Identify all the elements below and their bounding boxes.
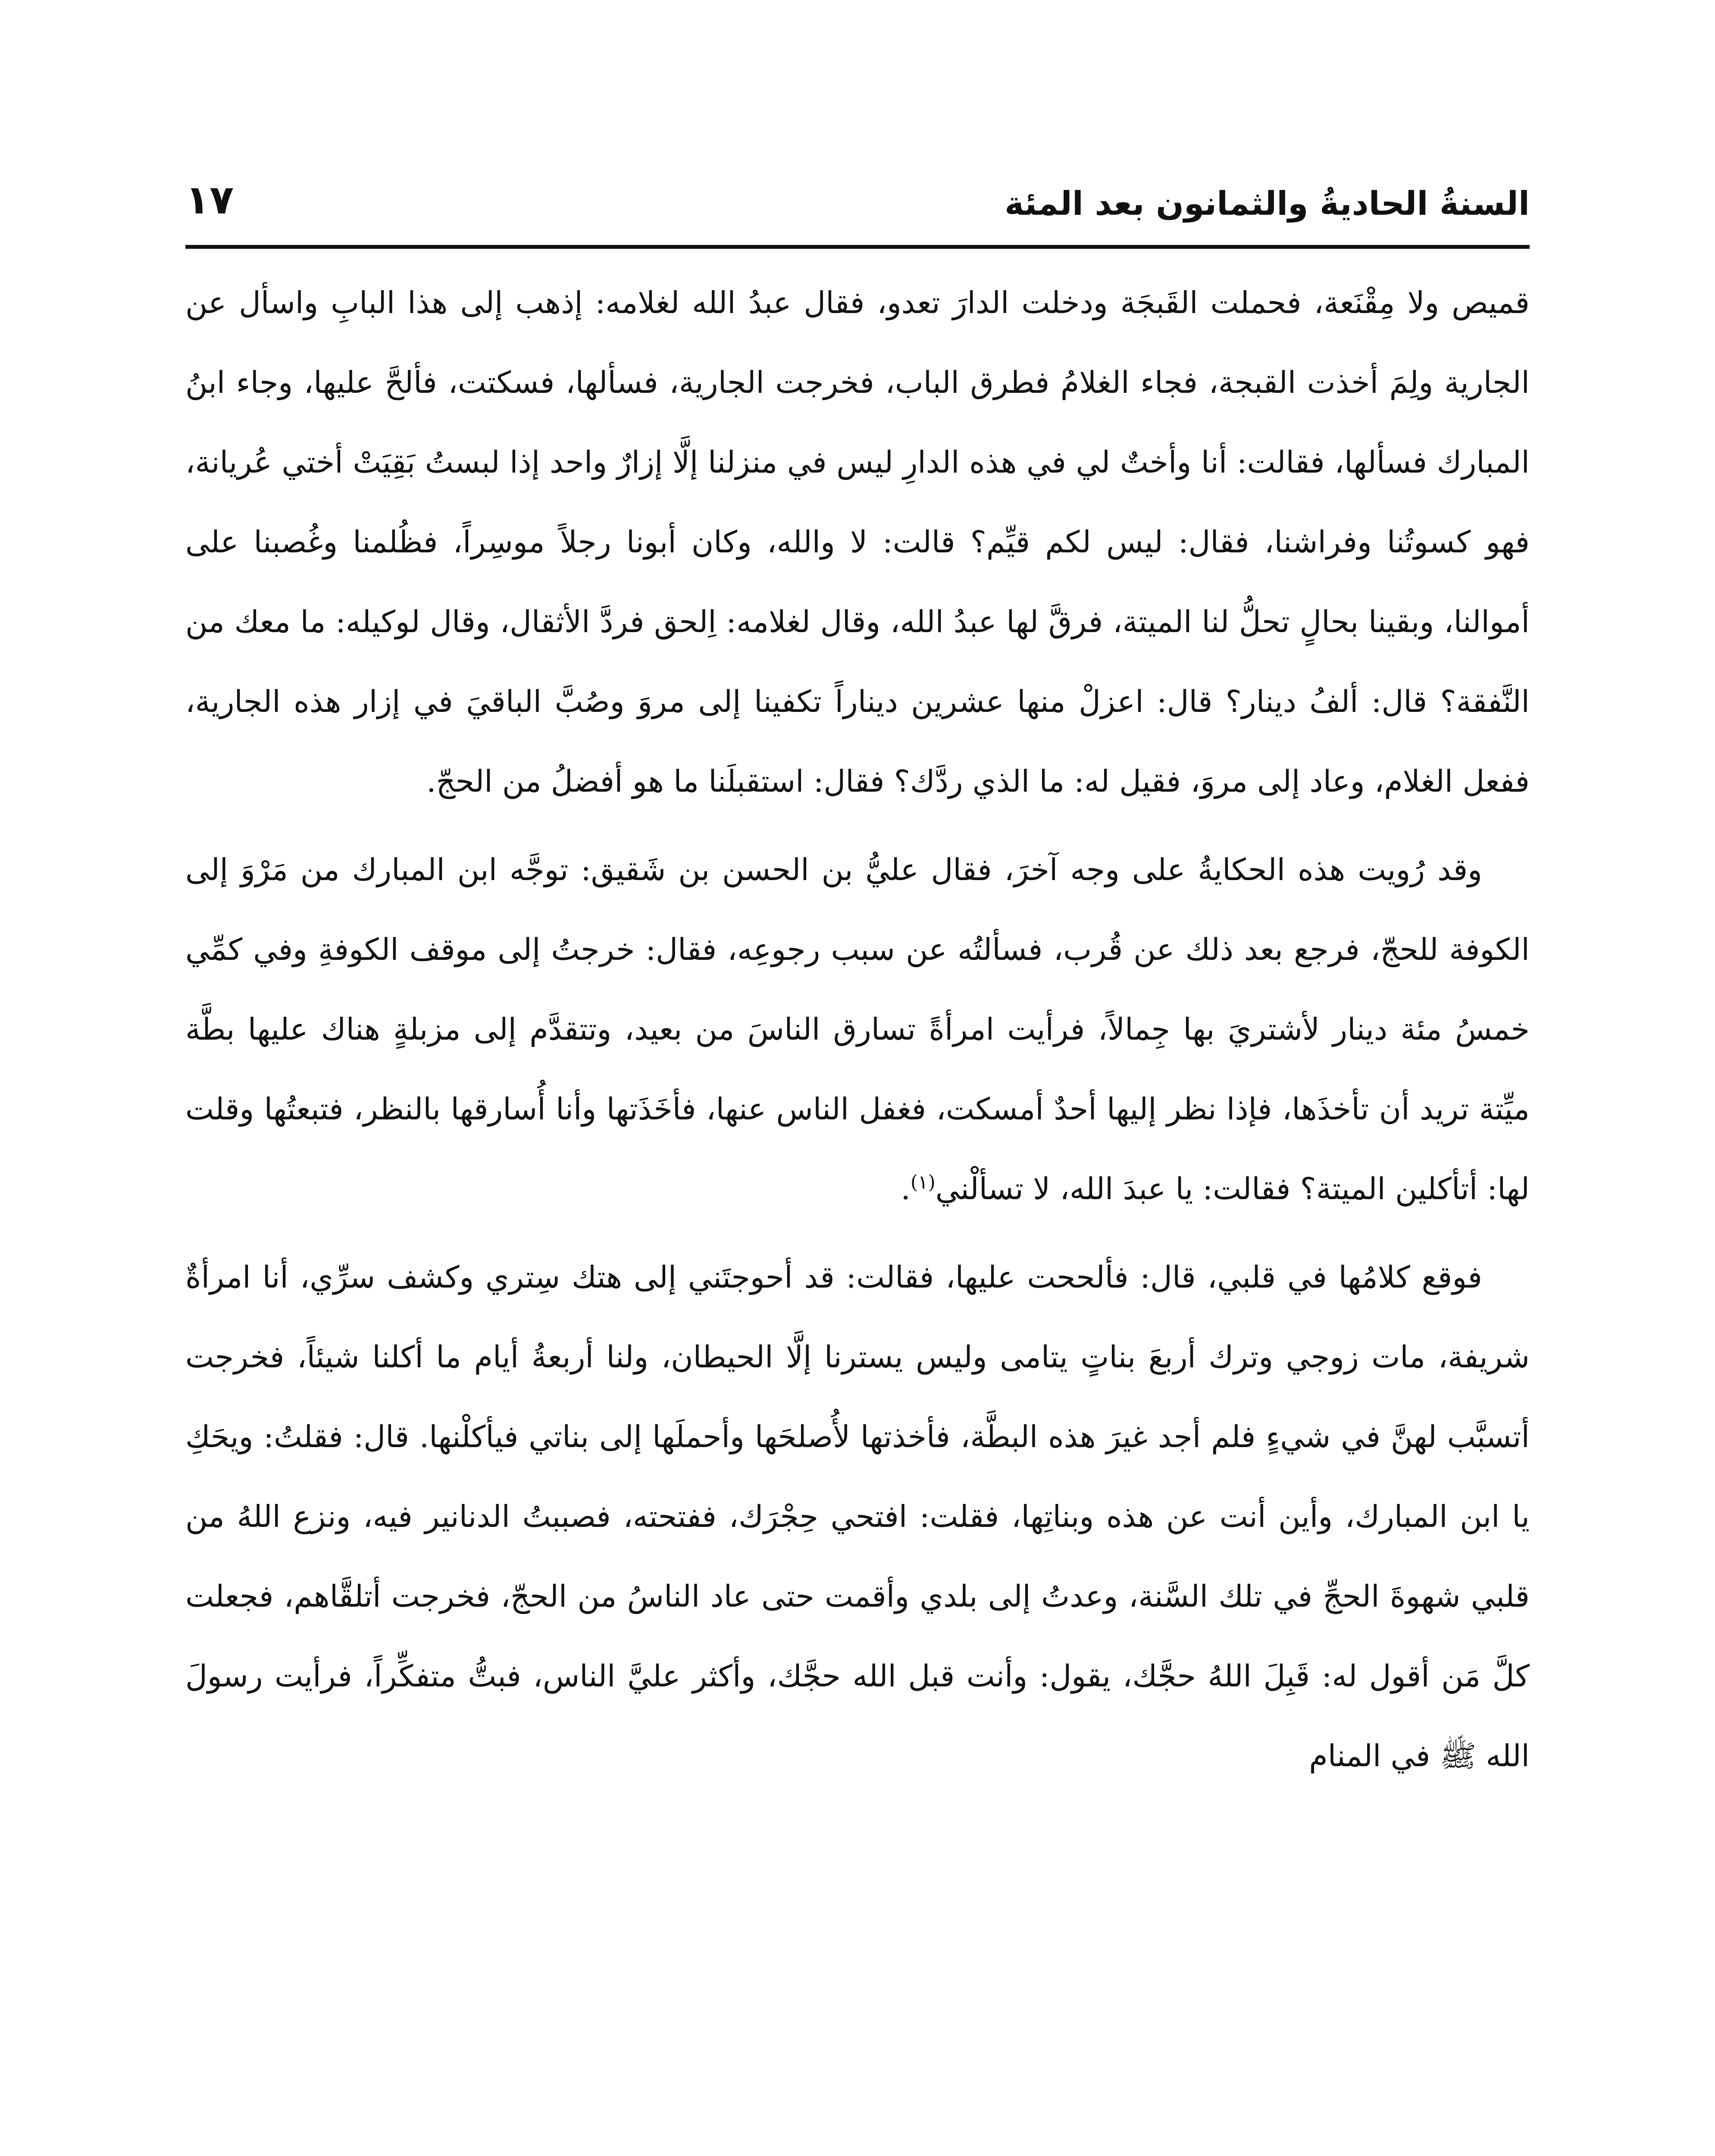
- page-header: [185, 155, 1530, 223]
- running-title: السنةُ الحاديةُ والثمانون بعد المئة: [1005, 184, 1530, 222]
- paragraph-2-end-mark: .: [901, 1171, 911, 1206]
- paragraph-1: قميص ولا مِقْنَعة، فحملت القَبجَة ودخلت الدارَ تعدو، فقال عبدُ الله لغلامه: إذهب إلى هذا البابِ واسأل عن الجارية ولِمَ أخذت القبجة، فجاء الغلامُ فطرق الباب، فخرجت الجارية، فسألها، فسكتت، فألحَّ عليها، وجاء ابنُ المبارك فسألها، فقالت: أنا وأختٌ لي في هذه الدارِ ليس في منزلنا إلَّا إزارٌ واحد إذا لبستُ بَقِيَتْ أختي عُريانة، فهو كسوتُنا وفراشنا، فقال: ليس لكم قيِّم؟ قالت: لا والله، وكان أبونا رجلاً موسِراً، فظُلمنا وغُصبنا على أموالنا، وبقينا بحالٍ تحلُّ لنا الميتة، فرقَّ لها عبدُ الله، وقال لغلامه: اِلحق فردَّ الأثقال، وقال لوكيله: ما معك من النَّفقة؟ قال: ألفُ دينار؟ قال: اعزلْ منها عشرين ديناراً تكفينا إلى مروَ وصُبَّ الباقيَ في إزار هذه الجارية، ففعل الغلام، وعاد إلى مروَ، فقيل له: ما الذي ردَّك؟ فقال: استقبلَنا ما هو أفضلُ من الحجّ.: [185, 285, 1530, 799]
- body-text: [185, 263, 1530, 2156]
- footnote-reference: (١): [910, 1171, 936, 1194]
- paragraph-3: فوقع كلامُها في قلبي، قال: فألححت عليها، فقالت: قد أحوجتَني إلى هتك سِتري وكشف سرِّي، أنا امرأةٌ شريفة، مات زوجي وترك أربعَ بناتٍ يتامى وليس يسترنا إلَّا الحيطان، ولنا أربعةُ أيام ما أكلنا شيئاً، فخرجت أتسبَّب لهنَّ في شيءٍ فلم أجد غيرَ هذه البطَّة، فأخذتها لأُصلحَها وأحملَها إلى بناتي فيأكلْنها. قال: فقلتُ: ويحَكِ يا ابن المبارك، وأين أنت عن هذه وبناتِها، فقلت: افتحي حِجْرَك، ففتحته، فصببتُ الدنانير فيه، ونزع اللهُ من قلبي شهوةَ الحجِّ في تلك السَّنة، وعدتُ إلى بلدي وأقمت حتى عاد الناسُ من الحجّ، فخرجت أتلقَّاهم، فجعلت كلَّ مَن أقول له: قَبِلَ اللهُ حجَّك، يقول: وأنت قبل الله حجَّك، وأكثر عليَّ الناس، فبتُّ متفكِّراً، فرأيت رسولَ الله ﷺ في المنام: [185, 1260, 1530, 1774]
- paragraph-2: [185, 830, 1530, 1229]
- paragraph-2-text: وقد رُويت هذه الحكايةُ على وجه آخرَ، فقال عليُّ بن الحسن بن شَقيق: توجَّه ابن المبارك من مَرْوَ إلى الكوفة للحجّ، فرجع بعد ذلك عن قُرب، فسألتُه عن سبب رجوعِه، فقال: خرجتُ إلى موقف الكوفةِ وفي كمِّي خمسُ مئة دينار لأشتريَ بها جِمالاً، فرأيت امرأةً تسارق الناسَ من بعيد، وتتقدَّم إلى مزبلةٍ هناك عليها بطَّة ميِّتة تريد أن تأخذَها، فإذا نظر إليها أحدٌ أمسكت، فغفل الناس عنها، فأخَذَتها وأنا أُسارقها بالنظر، فتبعتُها وقلت لها: أتأكلين الميتة؟ فقالت: يا عبدَ الله، لا تسألْني: [185, 852, 1530, 1206]
- header-rule: [185, 245, 1530, 249]
- page-number: ١٧: [185, 177, 234, 223]
